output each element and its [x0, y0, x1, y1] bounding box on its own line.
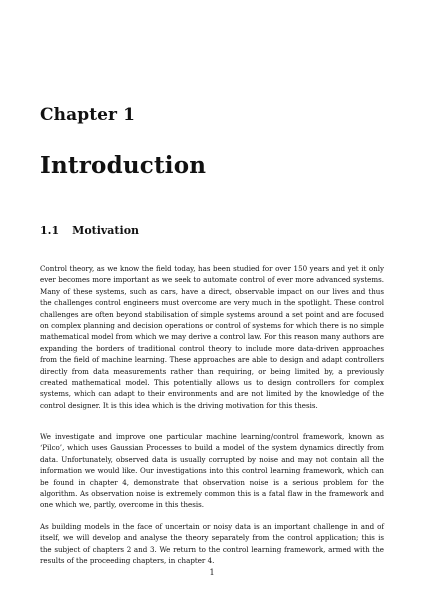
section-number: 1.1 [40, 224, 60, 237]
chapter-label: Chapter 1 [40, 105, 136, 125]
paragraph: As building models in the face of uncertain or noisy data is an important challenge in and of itself, we will develop and analyse the theory separately from the control application; this is the subject of chapters 2 and 3. We return to the control learning framework, armed with the results of the proceeding chapters, in chapter 4. [40, 522, 384, 566]
chapter-title: Introduction [40, 152, 207, 179]
page-number: 1 [209, 568, 215, 577]
section-heading [40, 224, 139, 237]
section-title: Motivation [72, 224, 140, 237]
paragraph: Control theory, as we know the field today, has been studied for over 150 years and yet it only ever becomes more important as we seek to automate control of ever more advanced systems. Many of these systems, such as cars, have a direct, observable impact on our lives and thus the challenges control engineers must overcome are very much in the spotlight. These control challenges are often beyond stabilisation of simple systems around a set point and are focused on complex planning and decision operations or control of systems for which there is no simple mathematical model from which we may derive a control law. For this reason many authors are expanding the borders of traditional control theory to include more data-driven approaches from the field of machine learning. These approaches are able to design and adapt controllers directly from data measurements rather than requiring, or being limited by, a previously created mathematical model. This potentially allows us to design controllers for complex systems, which can adapt to their environments and are not limited by the knowledge of the control designer. It is this idea which is the driving motivation for this thesis. [40, 264, 384, 410]
paragraph: We investigate and improve one particular machine learning/control framework, known as ‘Pilco’, which uses Gaussian Processes to build a model of the system dynamics directly from data. Unfortunately, observed data is usually corrupted by noise and may not contain all the information we would like. Our investigations into this control learning framework, which can be found in chapter 4, demonstrate that observation noise is a serious problem for the algorithm. As observation noise is extremely common this is a fatal flaw in the framework and one which we, partly, overcome in this thesis. [40, 432, 384, 510]
